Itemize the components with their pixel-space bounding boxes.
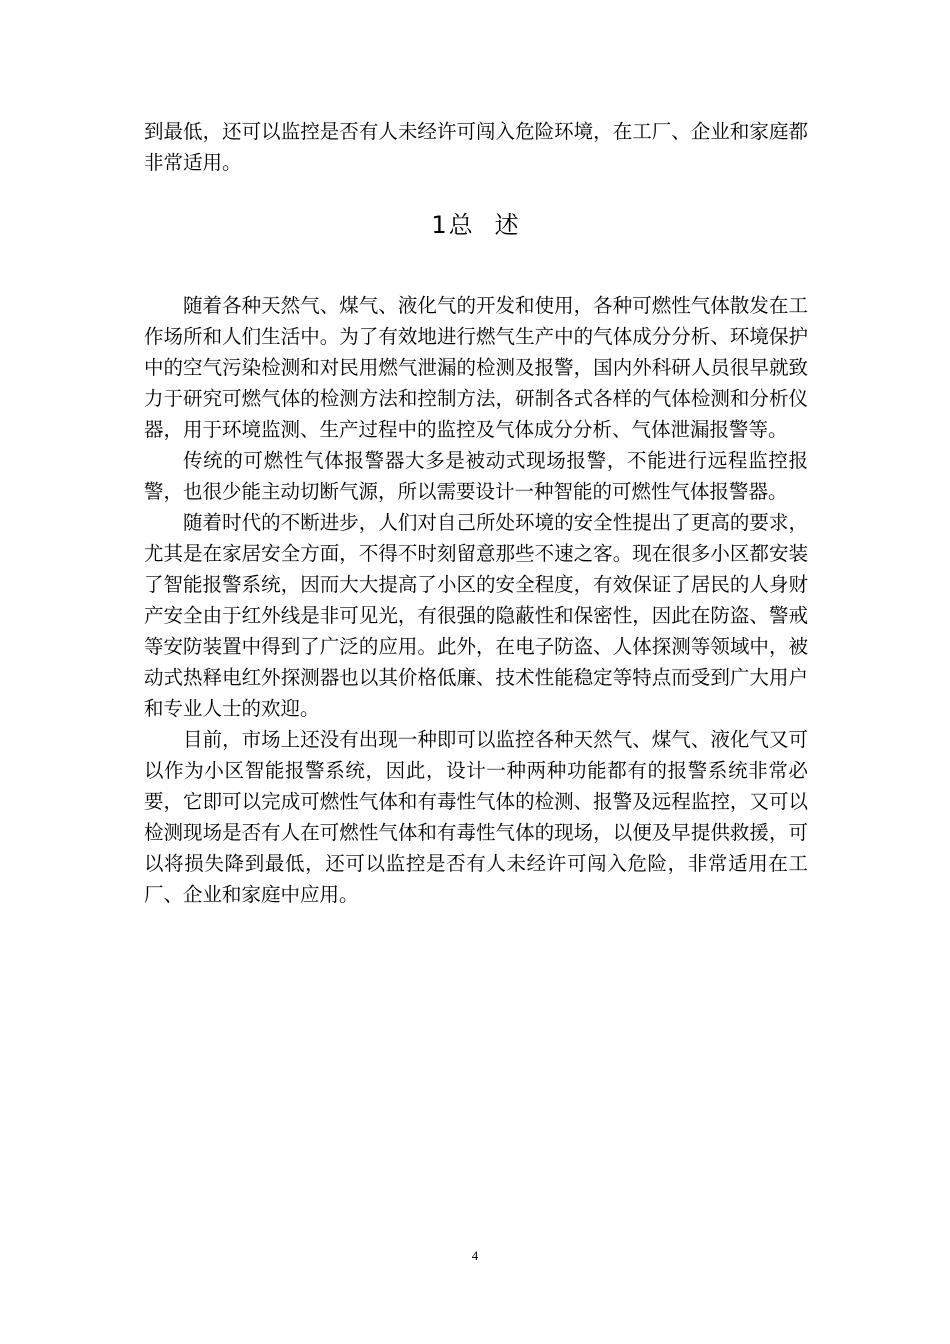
section-body xyxy=(144,290,808,910)
paragraph: 目前，市场上还没有出现一种即可以监控各种天然气、煤气、液化气又可以作为小区智能报警系统，因此，设计一种两种功能都有的报警系统非常必要，它即可以完成可燃性气体和有毒性气体的检测、报警及远程监控，又可以检测现场是否有人在可燃性气体和有毒性气体的现场，以便及早提供救援，可以将损失降到最低，还可以监控是否有人未经许可闯入危险，非常适用在工厂、企业和家庭中应用。 xyxy=(144,728,808,906)
section-number: 1 xyxy=(431,211,447,239)
section-heading xyxy=(0,205,950,245)
section-title-char-2: 述 xyxy=(494,211,519,239)
paragraph: 随着时代的不断进步，人们对自己所处环境的安全性提出了更高的要求，尤其是在家居安全方面，不得不时刻留意那些不速之客。现在很多小区都安装了智能报警系统，因而大大提高了小区的安全程度，有效保证了居民的人身财产安全由于红外线是非可见光，有很强的隐蔽性和保密性，因此在防盗、警戒等安防装置中得到了广泛的应用。此外，在电子防盗、人体探测等领域中，被动式热释电红外探测器也以其价格低廉、技术性能稳定等特点而受到广大用户和专业人士的欢迎。 xyxy=(144,511,808,720)
section-title-char-1: 总 xyxy=(448,211,473,239)
paragraph: 随着各种天然气、煤气、液化气的开发和使用，各种可燃性气体散发在工作场所和人们生活中。为了有效地进行燃气生产中的气体成分分析、环境保护中的空气污染检测和对民用燃气泄漏的检测及报警，国内外科研人员很早就致力于研究可燃气体的检测方法和控制方法，研制各式各样的气体检测和分析仪器，用于环境监测、生产过程中的监控及气体成分分析、气体泄漏报警等。 xyxy=(144,294,808,441)
continuation-paragraph: 到最低，还可以监控是否有人未经许可闯入危险环境，在工厂、企业和家庭都非常适用。 xyxy=(144,120,808,174)
paragraph: 传统的可燃性气体报警器大多是被动式现场报警，不能进行远程监控报警，也很少能主动切断气源，所以需要设计一种智能的可燃性气体报警器。 xyxy=(144,449,808,503)
page-number: 4 xyxy=(471,1248,479,1263)
